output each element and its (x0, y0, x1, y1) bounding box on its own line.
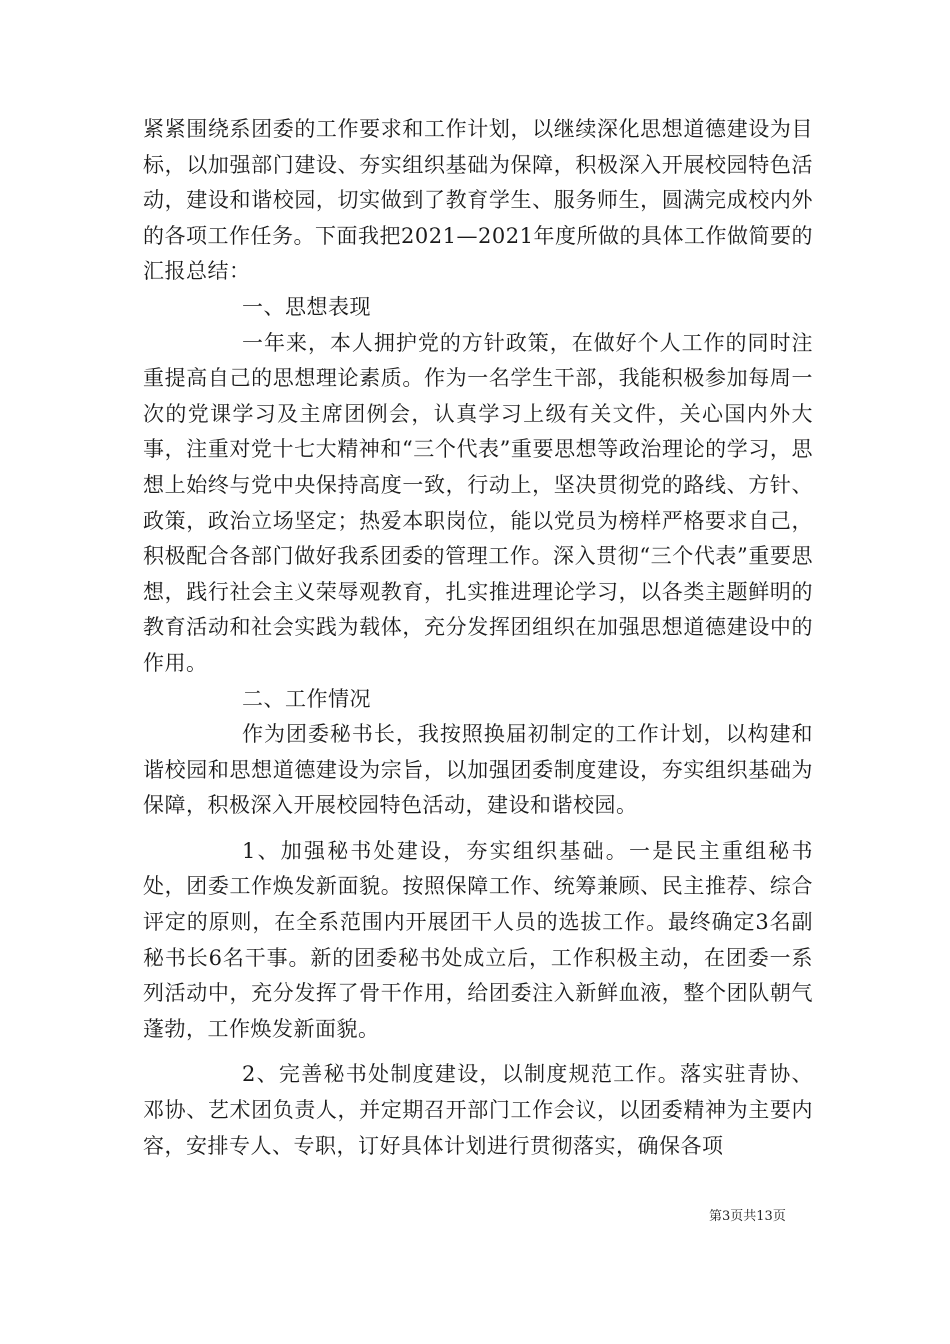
paragraph-thoughts: 一年来，本人拥护党的方针政策，在做好个人工作的同时注重提高自己的思想理论素质。作为一名学生干部，我能积极参加每周一次的党课学习及主席团例会，认真学习上级有关文件，关心国内外大事，注重对党十七大精神和“三个代表”重要思想等政治理论的学习，思想上始终与党中央保持高度一致，行动上，坚决贯彻党的路线、方针、政策，政治立场坚定；热爱本职岗位，能以党员为榜样严格要求自己，积极配合各部门做好我系团委的管理工作。深入贯彻“三个代表”重要思想，践行社会主义荣辱观教育，扎实推进理论学习，以各类主题鲜明的教育活动和社会实践为载体，充分发挥团组织在加强思想道德建设中的作用。 (143, 330, 813, 675)
page-number: 第3页共13页 (709, 1209, 786, 1224)
paragraph-intro: 紧紧围绕系团委的工作要求和工作计划，以继续深化思想道德建设为目标，以加强部门建设、夯实组织基础为保障，积极深入开展校园特色活动，建设和谐校园，切实做到了教育学生、服务师生，圆满完成校内外的各项工作任务。下面我把2021—2021年度所做的具体工作做简要的汇报总结： (143, 117, 813, 284)
document-body (143, 112, 813, 1164)
section-heading-thoughts: 一、思想表现 (242, 294, 371, 319)
paragraph-item-2: 2、完善秘书处制度建设，以制度规范工作。落实驻青协、邓协、艺术团负责人，并定期召开部门工作会议，以团委精神为主要内容，安排专人、专职，订好具体计划进行贯彻落实，确保各项 (143, 1062, 813, 1158)
paragraph-item-1: 1、加强秘书处建设，夯实组织基础。一是民主重组秘书处，团委工作焕发新面貌。按照保障工作、统筹兼顾、民主推荐、综合评定的原则，在全系范围内开展团干人员的选拔工作。最终确定3名副秘书长6名干事。新的团委秘书处成立后，工作积极主动，在团委一系列活动中，充分发挥了骨干作用，给团委注入新鲜血液，整个团队朝气蓬勃，工作焕发新面貌。 (143, 838, 813, 1041)
section-heading-work: 二、工作情况 (242, 686, 371, 711)
paragraph-work-intro: 作为团委秘书长，我按照换届初制定的工作计划，以构建和谐校园和思想道德建设为宗旨，以加强团委制度建设，夯实组织基础为保障，积极深入开展校园特色活动，建设和谐校园。 (143, 722, 813, 818)
